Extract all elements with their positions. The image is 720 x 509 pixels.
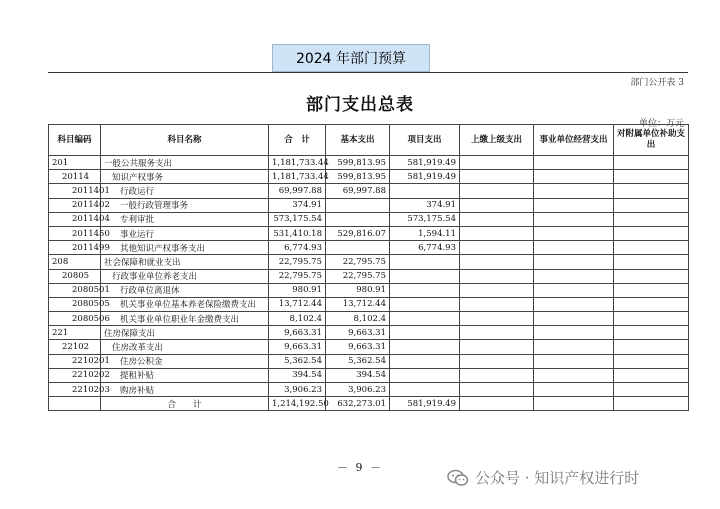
table-row bbox=[49, 283, 689, 297]
row-subsidy bbox=[614, 255, 689, 269]
row-operation bbox=[534, 156, 614, 170]
table-row bbox=[49, 198, 689, 212]
row-upper bbox=[460, 170, 534, 184]
row-basic: 9,663.31 bbox=[326, 326, 390, 340]
total-operation bbox=[534, 397, 614, 411]
row-project: 6,774.93 bbox=[390, 241, 460, 255]
row-project bbox=[390, 383, 460, 397]
row-name: 机关事业单位职业年金缴费支出 bbox=[101, 312, 269, 326]
row-upper bbox=[460, 184, 534, 198]
row-project bbox=[390, 354, 460, 368]
row-total: 9,663.31 bbox=[269, 340, 326, 354]
row-name: 住房公积金 bbox=[101, 354, 269, 368]
unit-label: 单位：万元 bbox=[638, 119, 684, 129]
row-total: 22,795.75 bbox=[269, 255, 326, 269]
row-code: 22102 bbox=[49, 340, 101, 354]
row-name: 购房补贴 bbox=[101, 383, 269, 397]
row-name: 一般行政管理事务 bbox=[101, 198, 269, 212]
row-code: 20114 bbox=[49, 170, 101, 184]
row-code: 2011401 bbox=[49, 184, 101, 198]
row-operation bbox=[534, 340, 614, 354]
total-subsidy bbox=[614, 397, 689, 411]
row-basic bbox=[326, 212, 390, 226]
row-operation bbox=[534, 383, 614, 397]
row-basic: 22,795.75 bbox=[326, 269, 390, 283]
row-upper bbox=[460, 212, 534, 226]
row-operation bbox=[534, 297, 614, 311]
row-subsidy bbox=[614, 312, 689, 326]
table-row bbox=[49, 212, 689, 226]
row-basic: 529,816.07 bbox=[326, 226, 390, 240]
year-budget-banner: 2024 年部门预算 bbox=[272, 44, 430, 72]
row-subsidy bbox=[614, 269, 689, 283]
col-header-operation: 事业单位经营支出 bbox=[534, 125, 614, 156]
row-name: 住房改革支出 bbox=[101, 340, 269, 354]
row-code: 2011499 bbox=[49, 241, 101, 255]
row-upper bbox=[460, 269, 534, 283]
row-operation bbox=[534, 312, 614, 326]
row-code: 2210201 bbox=[49, 354, 101, 368]
table-row bbox=[49, 383, 689, 397]
col-header-total: 合 计 bbox=[269, 125, 326, 156]
row-name: 知识产权事务 bbox=[101, 170, 269, 184]
row-total: 573,175.54 bbox=[269, 212, 326, 226]
row-project: 581,919.49 bbox=[390, 170, 460, 184]
row-upper bbox=[460, 226, 534, 240]
row-basic bbox=[326, 241, 390, 255]
table-row bbox=[49, 241, 689, 255]
col-header-project: 项目支出 bbox=[390, 125, 460, 156]
row-name: 行政事业单位养老支出 bbox=[101, 269, 269, 283]
row-basic: 5,362.54 bbox=[326, 354, 390, 368]
page-number: － 9 － bbox=[337, 461, 383, 474]
row-code: 201 bbox=[49, 156, 101, 170]
row-code: 208 bbox=[49, 255, 101, 269]
col-header-basic: 基本支出 bbox=[326, 125, 390, 156]
row-project: 573,175.54 bbox=[390, 212, 460, 226]
row-code: 2011402 bbox=[49, 198, 101, 212]
row-subsidy bbox=[614, 368, 689, 382]
row-basic: 599,813.95 bbox=[326, 170, 390, 184]
row-subsidy bbox=[614, 156, 689, 170]
row-project bbox=[390, 368, 460, 382]
col-header-code: 科目编码 bbox=[49, 125, 101, 156]
table-row bbox=[49, 354, 689, 368]
row-code: 20805 bbox=[49, 269, 101, 283]
row-name: 专利审批 bbox=[101, 212, 269, 226]
row-basic: 13,712.44 bbox=[326, 297, 390, 311]
row-name: 一般公共服务支出 bbox=[101, 156, 269, 170]
row-total: 394.54 bbox=[269, 368, 326, 382]
table-row bbox=[49, 297, 689, 311]
table-row bbox=[49, 156, 689, 170]
row-subsidy bbox=[614, 226, 689, 240]
row-operation bbox=[534, 255, 614, 269]
row-name: 提租补贴 bbox=[101, 368, 269, 382]
table-row bbox=[49, 269, 689, 283]
row-code: 2210203 bbox=[49, 383, 101, 397]
header-rule bbox=[48, 72, 688, 73]
row-name: 社会保障和就业支出 bbox=[101, 255, 269, 269]
row-project: 1,594.11 bbox=[390, 226, 460, 240]
watermark-text: 公众号 · 知识产权进行时 bbox=[475, 469, 640, 487]
row-name: 其他知识产权事务支出 bbox=[101, 241, 269, 255]
row-upper bbox=[460, 383, 534, 397]
table-row bbox=[49, 255, 689, 269]
row-upper bbox=[460, 241, 534, 255]
row-operation bbox=[534, 368, 614, 382]
total-row bbox=[49, 397, 689, 411]
document-code: 部门公开表 3 bbox=[630, 78, 684, 88]
row-project bbox=[390, 255, 460, 269]
row-project bbox=[390, 312, 460, 326]
row-total: 8,102.4 bbox=[269, 312, 326, 326]
total-project: 581,919.49 bbox=[390, 397, 460, 411]
row-upper bbox=[460, 354, 534, 368]
table-body bbox=[49, 156, 689, 397]
row-name: 机关事业单位基本养老保险缴费支出 bbox=[101, 297, 269, 311]
row-upper bbox=[460, 255, 534, 269]
row-project bbox=[390, 184, 460, 198]
row-operation bbox=[534, 170, 614, 184]
col-header-upper: 上缴上级支出 bbox=[460, 125, 534, 156]
row-subsidy bbox=[614, 212, 689, 226]
row-total: 531,410.18 bbox=[269, 226, 326, 240]
row-basic: 980.91 bbox=[326, 283, 390, 297]
row-project bbox=[390, 269, 460, 283]
col-header-name: 科目名称 bbox=[101, 125, 269, 156]
row-basic: 3,906.23 bbox=[326, 383, 390, 397]
row-operation bbox=[534, 269, 614, 283]
table-row bbox=[49, 184, 689, 198]
row-code: 2080505 bbox=[49, 297, 101, 311]
row-basic: 22,795.75 bbox=[326, 255, 390, 269]
page-title: 部门支出总表 bbox=[306, 95, 414, 115]
row-code: 2080506 bbox=[49, 312, 101, 326]
row-subsidy bbox=[614, 383, 689, 397]
row-subsidy bbox=[614, 241, 689, 255]
row-operation bbox=[534, 198, 614, 212]
total-sum: 1,214,192.50 bbox=[269, 397, 326, 411]
expenditure-table bbox=[48, 124, 689, 411]
row-subsidy bbox=[614, 297, 689, 311]
row-project bbox=[390, 340, 460, 354]
row-operation bbox=[534, 241, 614, 255]
row-operation bbox=[534, 226, 614, 240]
row-total: 374.91 bbox=[269, 198, 326, 212]
row-total: 1,181,733.44 bbox=[269, 170, 326, 184]
row-basic: 8,102.4 bbox=[326, 312, 390, 326]
watermark bbox=[447, 467, 639, 488]
table-row bbox=[49, 340, 689, 354]
row-basic: 69,997.88 bbox=[326, 184, 390, 198]
total-upper bbox=[460, 397, 534, 411]
table-header-row bbox=[49, 125, 689, 156]
row-upper bbox=[460, 340, 534, 354]
row-total: 69,997.88 bbox=[269, 184, 326, 198]
row-total: 3,906.23 bbox=[269, 383, 326, 397]
row-total: 9,663.31 bbox=[269, 326, 326, 340]
row-total: 5,362.54 bbox=[269, 354, 326, 368]
row-subsidy bbox=[614, 326, 689, 340]
row-project: 374.91 bbox=[390, 198, 460, 212]
row-total: 1,181,733.44 bbox=[269, 156, 326, 170]
row-subsidy bbox=[614, 283, 689, 297]
row-code: 2080501 bbox=[49, 283, 101, 297]
row-code: 2011404 bbox=[49, 212, 101, 226]
row-total: 6,774.93 bbox=[269, 241, 326, 255]
row-upper bbox=[460, 312, 534, 326]
row-name: 住房保障支出 bbox=[101, 326, 269, 340]
row-name: 事业运行 bbox=[101, 226, 269, 240]
row-project bbox=[390, 283, 460, 297]
row-upper bbox=[460, 368, 534, 382]
row-subsidy bbox=[614, 198, 689, 212]
total-code-cell bbox=[49, 397, 101, 411]
row-total: 13,712.44 bbox=[269, 297, 326, 311]
table-row bbox=[49, 368, 689, 382]
row-upper bbox=[460, 198, 534, 212]
total-basic: 632,273.01 bbox=[326, 397, 390, 411]
row-code: 2210202 bbox=[49, 368, 101, 382]
row-subsidy bbox=[614, 354, 689, 368]
row-total: 22,795.75 bbox=[269, 269, 326, 283]
row-operation bbox=[534, 212, 614, 226]
row-name: 行政单位离退休 bbox=[101, 283, 269, 297]
row-upper bbox=[460, 283, 534, 297]
row-operation bbox=[534, 184, 614, 198]
row-code: 221 bbox=[49, 326, 101, 340]
row-project: 581,919.49 bbox=[390, 156, 460, 170]
col-header-subsidy: 对附属单位补助支出 bbox=[614, 125, 689, 156]
row-upper bbox=[460, 297, 534, 311]
table-row bbox=[49, 226, 689, 240]
row-basic bbox=[326, 198, 390, 212]
table-row bbox=[49, 326, 689, 340]
row-project bbox=[390, 326, 460, 340]
wechat-icon bbox=[447, 469, 469, 487]
row-operation bbox=[534, 283, 614, 297]
row-operation bbox=[534, 326, 614, 340]
row-subsidy bbox=[614, 184, 689, 198]
table-row bbox=[49, 170, 689, 184]
row-code: 2011450 bbox=[49, 226, 101, 240]
row-basic: 599,813.95 bbox=[326, 156, 390, 170]
row-project bbox=[390, 297, 460, 311]
row-subsidy bbox=[614, 340, 689, 354]
row-basic: 9,663.31 bbox=[326, 340, 390, 354]
row-upper bbox=[460, 326, 534, 340]
total-label: 合 计 bbox=[101, 397, 269, 411]
row-total: 980.91 bbox=[269, 283, 326, 297]
row-name: 行政运行 bbox=[101, 184, 269, 198]
row-operation bbox=[534, 354, 614, 368]
row-subsidy bbox=[614, 170, 689, 184]
row-basic: 394.54 bbox=[326, 368, 390, 382]
row-upper bbox=[460, 156, 534, 170]
table-row bbox=[49, 312, 689, 326]
